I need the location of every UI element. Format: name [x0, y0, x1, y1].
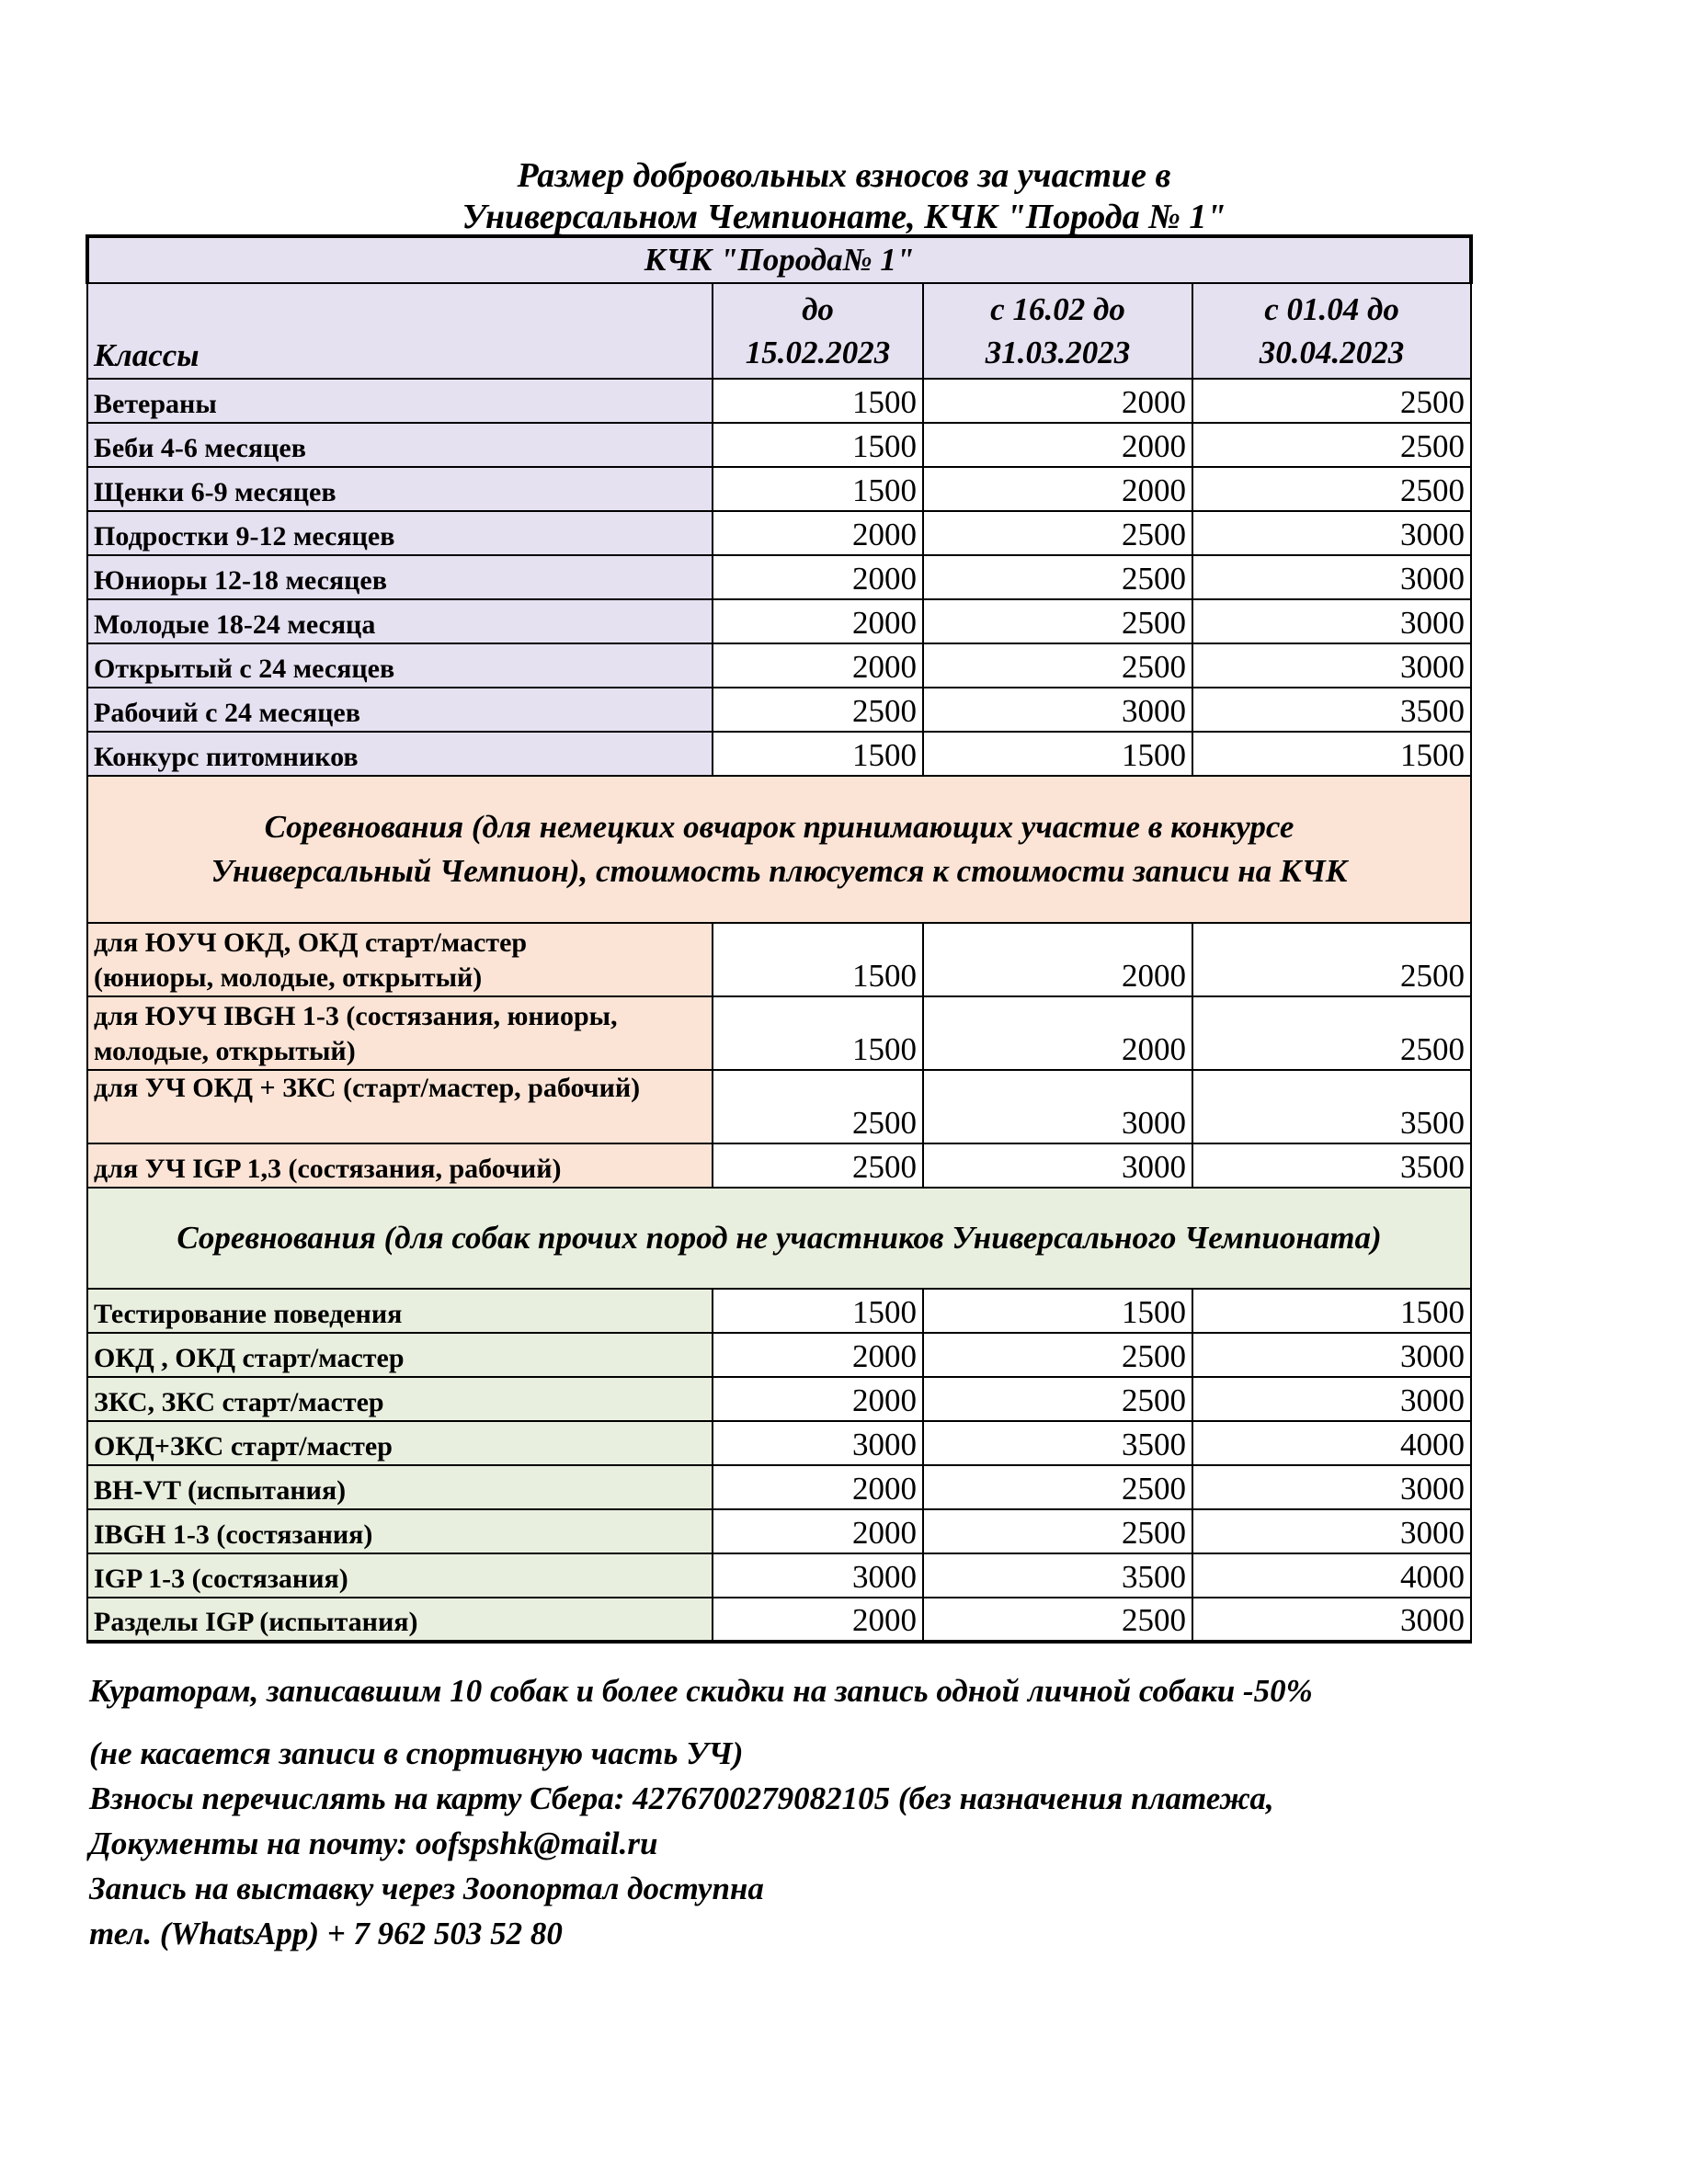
table-row — [87, 996, 1471, 1070]
fee-value: 1500 — [713, 1289, 923, 1333]
row-name: Конкурс питомников — [87, 732, 713, 776]
period-header-2 — [923, 283, 1192, 379]
fee-value: 2000 — [923, 379, 1192, 423]
fee-value: 2000 — [713, 1377, 923, 1421]
fee-value: 1500 — [923, 732, 1192, 776]
fee-value: 2000 — [923, 923, 1192, 996]
fee-value: 2500 — [923, 1377, 1192, 1421]
fee-value: 2000 — [923, 996, 1192, 1070]
period-header-2-line2: 31.03.2023 — [985, 335, 1131, 370]
table-row — [87, 1143, 1471, 1188]
table-row — [87, 423, 1471, 467]
row-name: Ветераны — [87, 379, 713, 423]
table-row — [87, 1465, 1471, 1509]
fee-value: 1500 — [713, 467, 923, 511]
row-name — [87, 1143, 713, 1188]
fee-value: 1500 — [1192, 732, 1471, 776]
fee-value: 2500 — [923, 599, 1192, 643]
period-header-1-line2: 15.02.2023 — [745, 335, 891, 370]
fee-value: 2500 — [923, 1598, 1192, 1642]
row-name-line1: для ЮУЧ ОКД, ОКД старт/мастер — [94, 927, 528, 958]
note-payment: Взносы перечислять на карту Сбера: 4276700279082105 (без назначения платежа, — [89, 1780, 1274, 1816]
table-row — [87, 1509, 1471, 1553]
fee-value: 2500 — [713, 1143, 923, 1188]
row-name-line1: для ЮУЧ IBGH 1-3 (состязания, юниоры, — [94, 1001, 618, 1031]
row-name: Рабочий с 24 месяцев — [87, 688, 713, 732]
row-name: Разделы IGP (испытания) — [87, 1598, 713, 1642]
fee-value: 3000 — [1192, 555, 1471, 599]
section-universal-champion-rows — [87, 923, 1471, 1188]
fee-value: 2500 — [1192, 923, 1471, 996]
period-header-2-line1: с 16.02 до — [990, 291, 1125, 327]
fee-value: 2000 — [713, 599, 923, 643]
note-phone: тел. (WhatsApp) + 7 962 503 52 80 — [89, 1916, 563, 1951]
fee-value: 2500 — [923, 643, 1192, 688]
fee-value: 4000 — [1192, 1421, 1471, 1465]
fee-value: 2500 — [923, 1333, 1192, 1377]
section-2-banner-line2: Универсальный Чемпион), стоимость плюсуется к стоимости записи на КЧК — [211, 853, 1348, 889]
table-row — [87, 1553, 1471, 1598]
fee-value: 4000 — [1192, 1553, 1471, 1598]
classes-column-header: Классы — [87, 283, 713, 379]
fee-value: 2000 — [713, 555, 923, 599]
fee-value: 2500 — [713, 1070, 923, 1143]
fee-value: 2500 — [923, 511, 1192, 555]
table-row — [87, 1289, 1471, 1333]
table-row — [87, 1333, 1471, 1377]
table-row — [87, 643, 1471, 688]
row-name: Подростки 9-12 месяцев — [87, 511, 713, 555]
fee-value: 3000 — [1192, 599, 1471, 643]
section-other-breeds-rows — [87, 1289, 1471, 1642]
table-row — [87, 511, 1471, 555]
fee-value: 2500 — [713, 688, 923, 732]
fee-value: 2500 — [923, 555, 1192, 599]
row-name: IGP 1-3 (состязания) — [87, 1553, 713, 1598]
fee-value: 2000 — [923, 467, 1192, 511]
fee-value: 2000 — [923, 423, 1192, 467]
fee-value: 3500 — [923, 1421, 1192, 1465]
fee-value: 2000 — [713, 1465, 923, 1509]
fee-value: 2000 — [713, 1598, 923, 1642]
fee-value: 1500 — [713, 923, 923, 996]
note-discount: Кураторам, записавшим 10 собак и более скидки на запись одной личной собаки -50% — [89, 1673, 1313, 1709]
fee-value: 1500 — [1192, 1289, 1471, 1333]
row-name — [87, 996, 713, 1070]
fee-value: 3000 — [923, 688, 1192, 732]
note-documents: Документы на почту: oofspshk@mail.ru — [89, 1826, 658, 1861]
fee-value: 1500 — [713, 379, 923, 423]
fee-value: 2000 — [713, 1333, 923, 1377]
period-header-1-line1: до — [802, 291, 834, 327]
fees-table — [86, 234, 1473, 1644]
page-title-line-1: Размер добровольных взносов за участие в — [517, 156, 1171, 195]
fee-value: 3000 — [713, 1421, 923, 1465]
table-row — [87, 555, 1471, 599]
fee-value: 1500 — [923, 1289, 1192, 1333]
row-name-line2: (юниоры, молодые, открытый) — [94, 962, 483, 993]
table-row — [87, 688, 1471, 732]
table-row — [87, 1598, 1471, 1642]
section-2-banner-line1: Соревнования (для немецких овчарок принимающих участие в конкурсе — [264, 809, 1295, 845]
fee-value: 3000 — [1192, 643, 1471, 688]
fee-value: 3000 — [713, 1553, 923, 1598]
fee-value: 3500 — [1192, 688, 1471, 732]
fee-value: 2000 — [713, 511, 923, 555]
fee-value: 3000 — [923, 1143, 1192, 1188]
table-header-title: КЧК "Порода№ 1" — [87, 236, 1471, 283]
fee-value: 3500 — [1192, 1070, 1471, 1143]
note-registration: Запись на выставку через Зоопортал доступна — [89, 1871, 764, 1906]
table-row — [87, 599, 1471, 643]
row-name: Юниоры 12-18 месяцев — [87, 555, 713, 599]
note-exception: (не касается записи в спортивную часть УЧ) — [89, 1735, 744, 1771]
fee-value: 1500 — [713, 423, 923, 467]
fee-value: 3000 — [1192, 1509, 1471, 1553]
fee-value: 3000 — [1192, 1465, 1471, 1509]
fee-value: 3000 — [1192, 1377, 1471, 1421]
fee-value: 1500 — [713, 732, 923, 776]
fee-value: 2500 — [923, 1509, 1192, 1553]
fee-value: 2500 — [1192, 379, 1471, 423]
fee-value: 2000 — [713, 1509, 923, 1553]
fee-value: 2500 — [1192, 423, 1471, 467]
period-header-1 — [713, 283, 923, 379]
fee-value: 3000 — [1192, 511, 1471, 555]
row-name: Тестирование поведения — [87, 1289, 713, 1333]
table-row — [87, 467, 1471, 511]
fee-value: 3000 — [1192, 1598, 1471, 1642]
fee-value: 3500 — [1192, 1143, 1471, 1188]
table-row — [87, 1377, 1471, 1421]
row-name: Беби 4-6 месяцев — [87, 423, 713, 467]
fee-value: 3500 — [923, 1553, 1192, 1598]
row-name-line1: для УЧ IGP 1,3 (состязания, рабочий) — [94, 1154, 562, 1184]
row-name — [87, 923, 713, 996]
fee-value: 1500 — [713, 996, 923, 1070]
row-name: ОКД , ОКД старт/мастер — [87, 1333, 713, 1377]
fee-value: 2000 — [713, 643, 923, 688]
row-name: ОКД+ЗКС старт/мастер — [87, 1421, 713, 1465]
row-name: BH-VT (испытания) — [87, 1465, 713, 1509]
row-name: ЗКС, ЗКС старт/мастер — [87, 1377, 713, 1421]
fee-value: 2500 — [1192, 996, 1471, 1070]
section-2-banner — [87, 776, 1471, 923]
row-name: Молодые 18-24 месяца — [87, 599, 713, 643]
row-name: Щенки 6-9 месяцев — [87, 467, 713, 511]
section-3-banner: Соревнования (для собак прочих пород не участников Универсального Чемпионата) — [87, 1188, 1471, 1289]
table-row — [87, 379, 1471, 423]
page-title-line-2: Универсальном Чемпионате, КЧК "Порода № 1" — [462, 198, 1226, 236]
section-kchk-rows — [87, 379, 1471, 776]
period-header-3-line2: 30.04.2023 — [1259, 335, 1405, 370]
row-name: IBGH 1-3 (состязания) — [87, 1509, 713, 1553]
row-name: Открытый с 24 месяцев — [87, 643, 713, 688]
fee-value: 2500 — [923, 1465, 1192, 1509]
row-name-line2: молодые, открытый) — [94, 1036, 356, 1066]
fee-value: 3000 — [1192, 1333, 1471, 1377]
fee-value: 3000 — [923, 1070, 1192, 1143]
period-header-3-line1: с 01.04 до — [1264, 291, 1399, 327]
table-row — [87, 1070, 1471, 1143]
table-row — [87, 732, 1471, 776]
row-name-line1: для УЧ ОКД + ЗКС (старт/мастер, рабочий) — [94, 1073, 641, 1103]
table-row — [87, 1421, 1471, 1465]
period-header-3 — [1192, 283, 1471, 379]
row-name — [87, 1070, 713, 1143]
fee-value: 2500 — [1192, 467, 1471, 511]
table-row — [87, 923, 1471, 996]
